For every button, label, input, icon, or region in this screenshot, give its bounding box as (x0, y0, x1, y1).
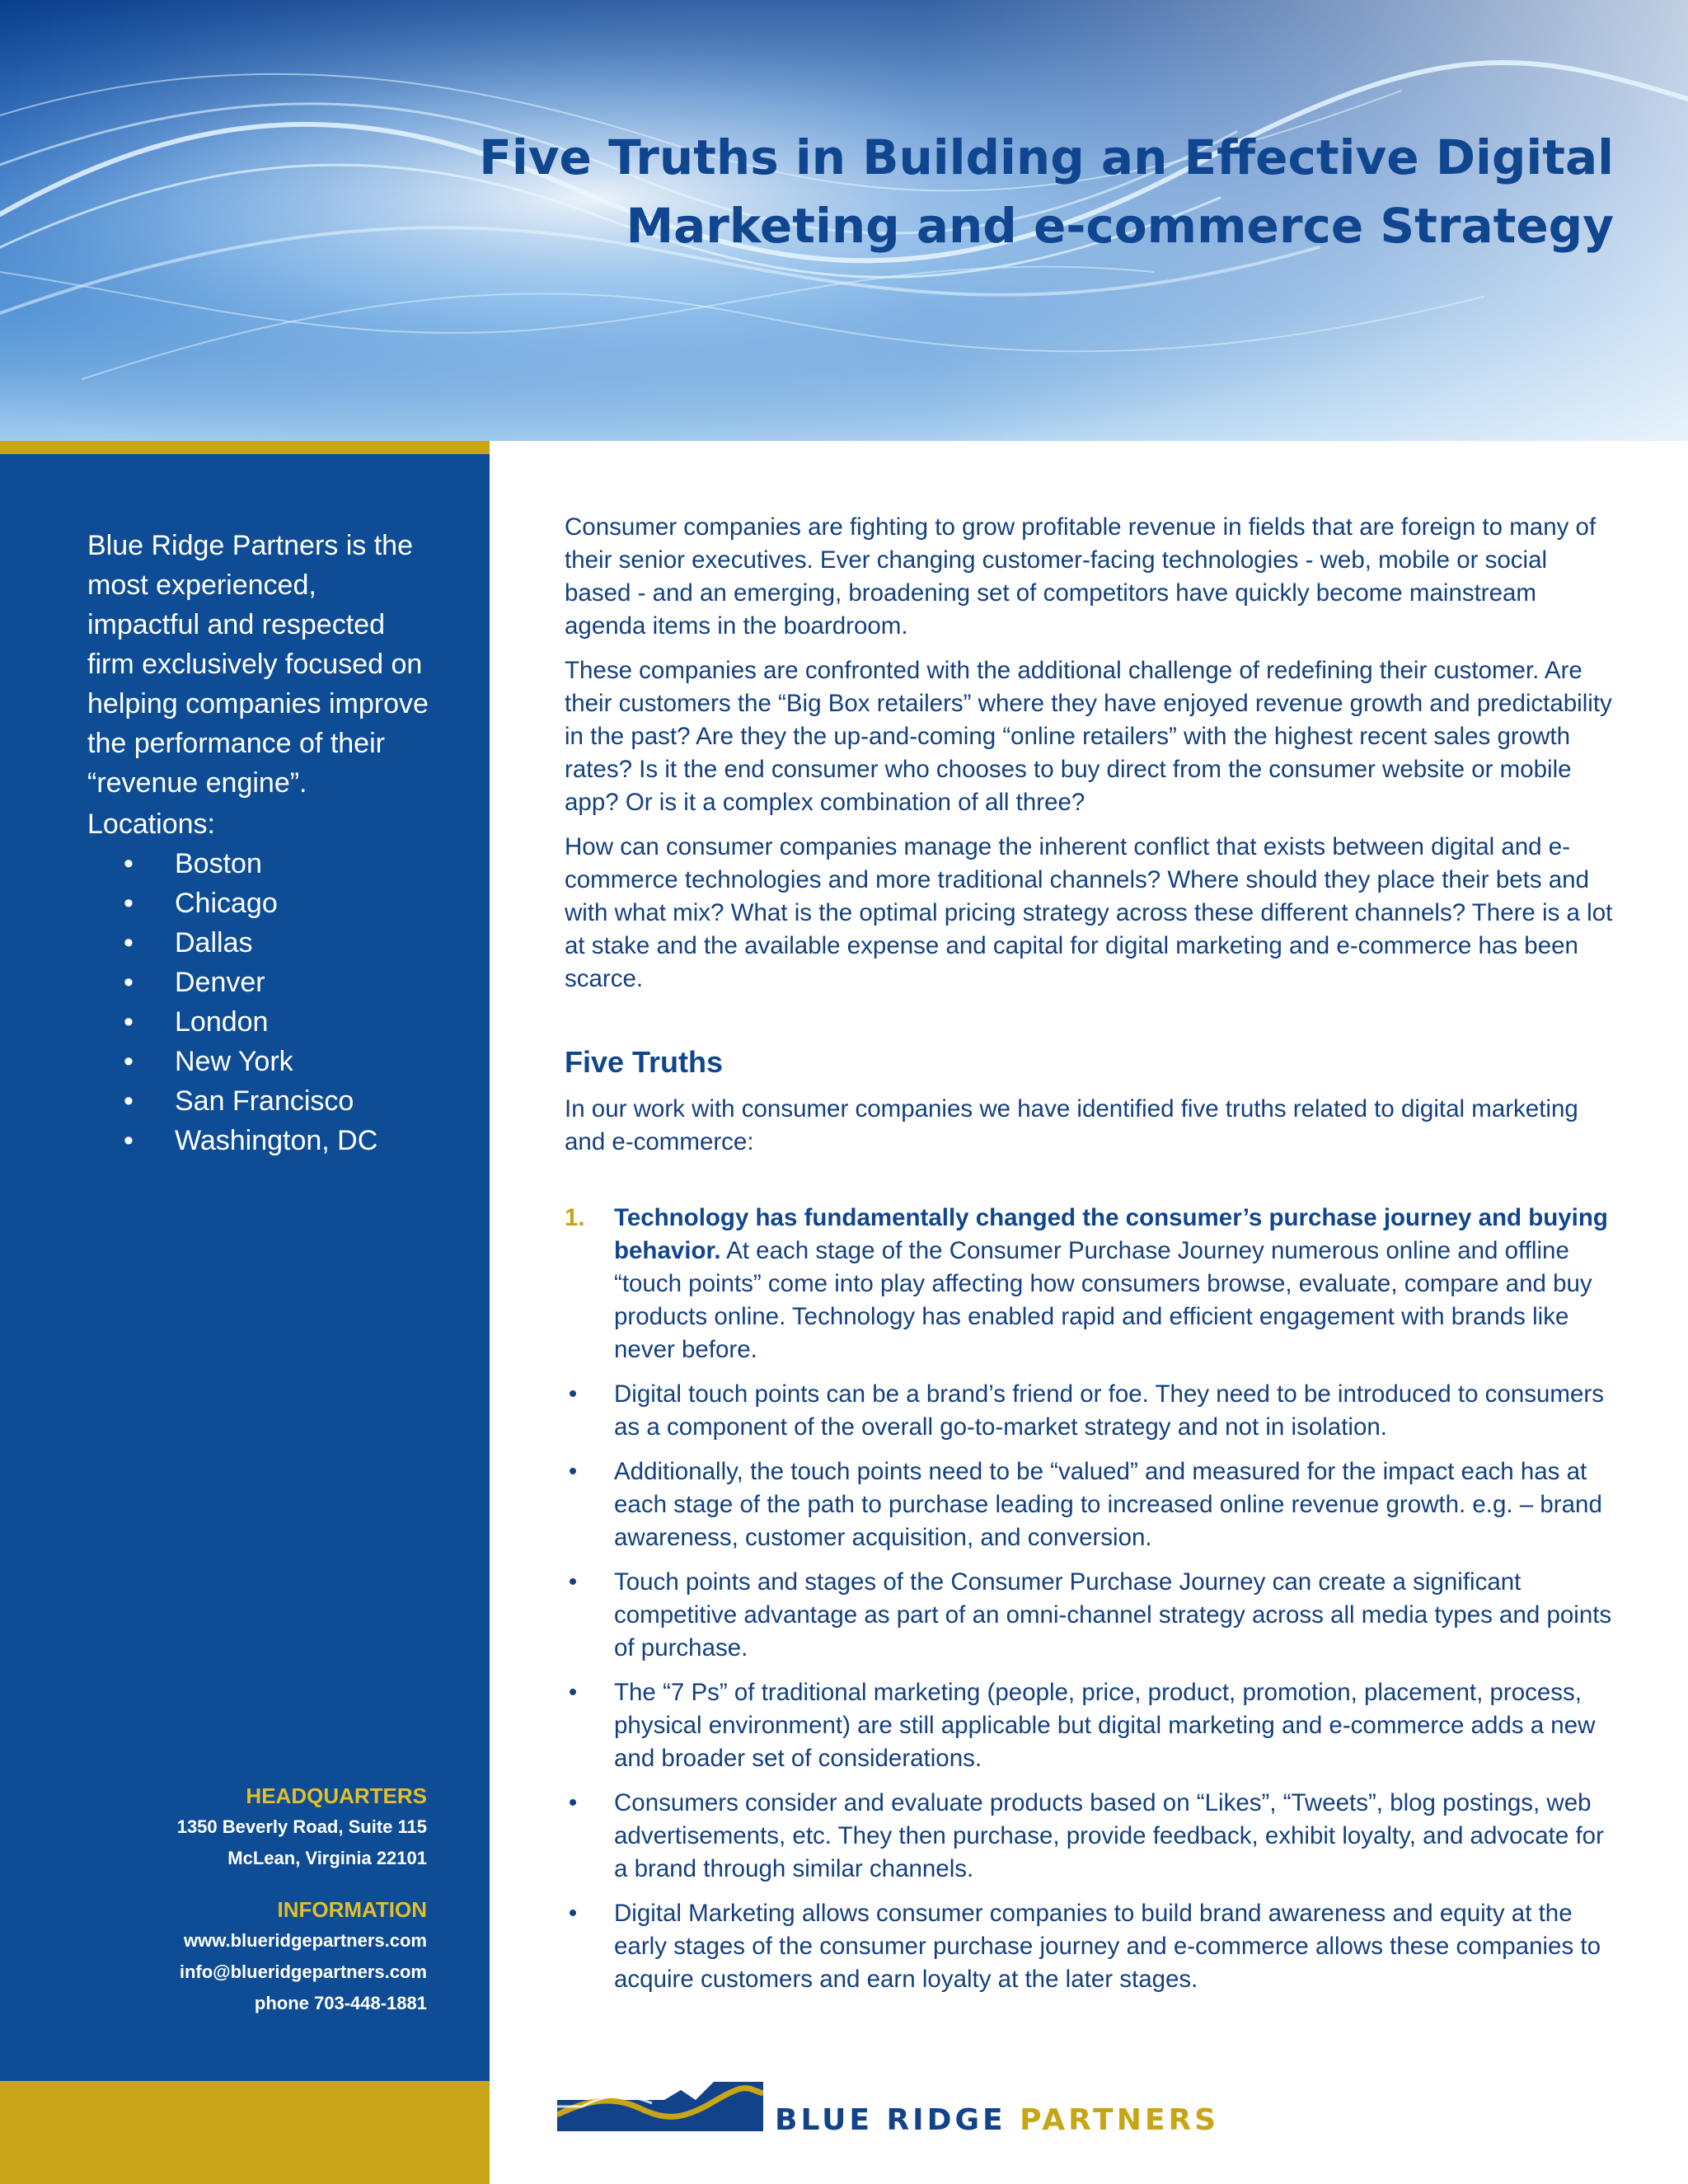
location-item: • Dallas (124, 927, 253, 958)
item-lead: Technology has fundamentally changed the consumer’s purchase journey and buying behavior. (614, 1204, 1608, 1264)
truth-1-bullets (565, 1378, 1615, 1996)
location-item: • London (124, 1006, 269, 1038)
list-item: • Digital touch points can be a brand’s friend or foe. They need to be introduced to consumers as a component of the overall go-to-market strategy and not in isolation. (568, 1380, 1604, 1441)
locations-list (87, 844, 377, 1160)
title-line-2: Marketing and e-commerce Strategy (626, 198, 1614, 254)
sidebar-intro: Blue Ridge Partners is the most experienced, impactful and respected firm exclusively focused on helping companies improve the performance of their “revenue engine”. (87, 530, 429, 799)
paragraph-1: Consumer companies are fighting to grow profitable revenue in fields that are foreign to many of their senior executives. Ever changing customer-facing technologies - web, mobile or social based - and an emerging, broadening set of competitors have quickly become mainstream agenda items in the boardroom. (565, 513, 1597, 640)
brand-name-blue: BLUE RIDGE (775, 2103, 1006, 2137)
list-item: • Consumers consider and evaluate products based on “Likes”, “Tweets”, blog postings, web advertisements, etc. They then purchase, provide feedback, exhibit loyalty, and advocate for a brand through similar channels. (568, 1789, 1604, 1882)
list-item: • Additionally, the touch points need to be “valued” and measured for the impact each has at each stage of the path to purchase leading to increased online revenue growth. e.g. – brand awareness, customer acquisition, and conversion. (568, 1458, 1602, 1551)
gold-accent-bar-top (0, 441, 490, 454)
website-link[interactable]: www.blueridgepartners.com (183, 1930, 427, 1951)
headquarters-block (177, 1780, 427, 1874)
list-item: • Touch points and stages of the Consumer Purchase Journey can create a significant competitive advantage as part of an omni-channel strategy across all media types and points of purchase. (568, 1568, 1612, 1661)
list-item: • Digital Marketing allows consumer companies to build brand awareness and equity at the early stages of the consumer purchase journey and e-commerce allows these companies to acquire customers and earn loyalty at the later stages. (568, 1900, 1601, 1993)
blue-ridge-mountain-logo-icon (557, 2082, 763, 2131)
list-item: • The “7 Ps” of traditional marketing (people, price, product, promotion, placement, process, physical environment) are still applicable but digital marketing and e-commerce adds a new and broader set of considerations. (568, 1679, 1596, 1772)
truth-item-1 (565, 1202, 1615, 1366)
header-banner (0, 0, 1688, 441)
location-item: • Washington, DC (124, 1125, 378, 1156)
information-block (180, 1894, 427, 2019)
gold-accent-bar-bottom (0, 2081, 490, 2184)
item-text: At each stage of the Consumer Purchase Journey numerous online and offline “touch points” come into play affecting how consumers browse, evaluate, compare and buy products online. Technology has enabled rapid and efficient engagement with brands like never before. (614, 1237, 1592, 1363)
paragraph-2: These companies are confronted with the additional challenge of redefining their customer. Are their customers the “Big Box retailers” where they have enjoyed revenue growth and predictability in the past? Are they the up-and-coming “online retailers” with the highest recent sales growth rates? Is it the end consumer who chooses to buy direct from the consumer website or mobile app? Or is it a complex combination of all three? (565, 657, 1612, 816)
hq-address-line-2: McLean, Virginia 22101 (227, 1848, 427, 1868)
phone-number: phone 703-448-1881 (254, 1993, 427, 2013)
locations-heading: Locations: (87, 808, 215, 840)
paragraph-3: How can consumer companies manage the inherent conflict that exists between digital and e-commerce technologies and more traditional channels? Where should they place their bets and with what mix? What is the optimal pricing strategy across these different channels? There is a lot at stake and the available expense and capital for digital marketing and e-commerce has been scarce. (565, 833, 1613, 992)
brand-wordmark (775, 2103, 1219, 2137)
location-item: • Boston (124, 848, 262, 879)
title-line-1: Five Truths in Building an Effective Digital (479, 129, 1614, 185)
section-heading: Five Truths (565, 1045, 724, 1079)
brand-name-gold: PARTNERS (1020, 2103, 1220, 2137)
email-link[interactable]: info@blueridgepartners.com (179, 1961, 427, 1982)
location-item: • San Francisco (124, 1085, 354, 1117)
location-item: • Denver (124, 967, 265, 998)
main-content (565, 511, 1615, 2008)
headquarters-label: HEADQUARTERS (246, 1783, 427, 1808)
information-label: INFORMATION (277, 1897, 427, 1922)
hq-address-line-1: 1350 Beverly Road, Suite 115 (176, 1816, 427, 1837)
item-number: 1. (565, 1204, 585, 1231)
page-title (377, 124, 1614, 260)
paragraph-4: In our work with consumer companies we have identified five truths related to digital marketing and e-commerce: (565, 1095, 1578, 1155)
location-item: • Chicago (124, 888, 278, 919)
location-item: • New York (124, 1046, 293, 1077)
